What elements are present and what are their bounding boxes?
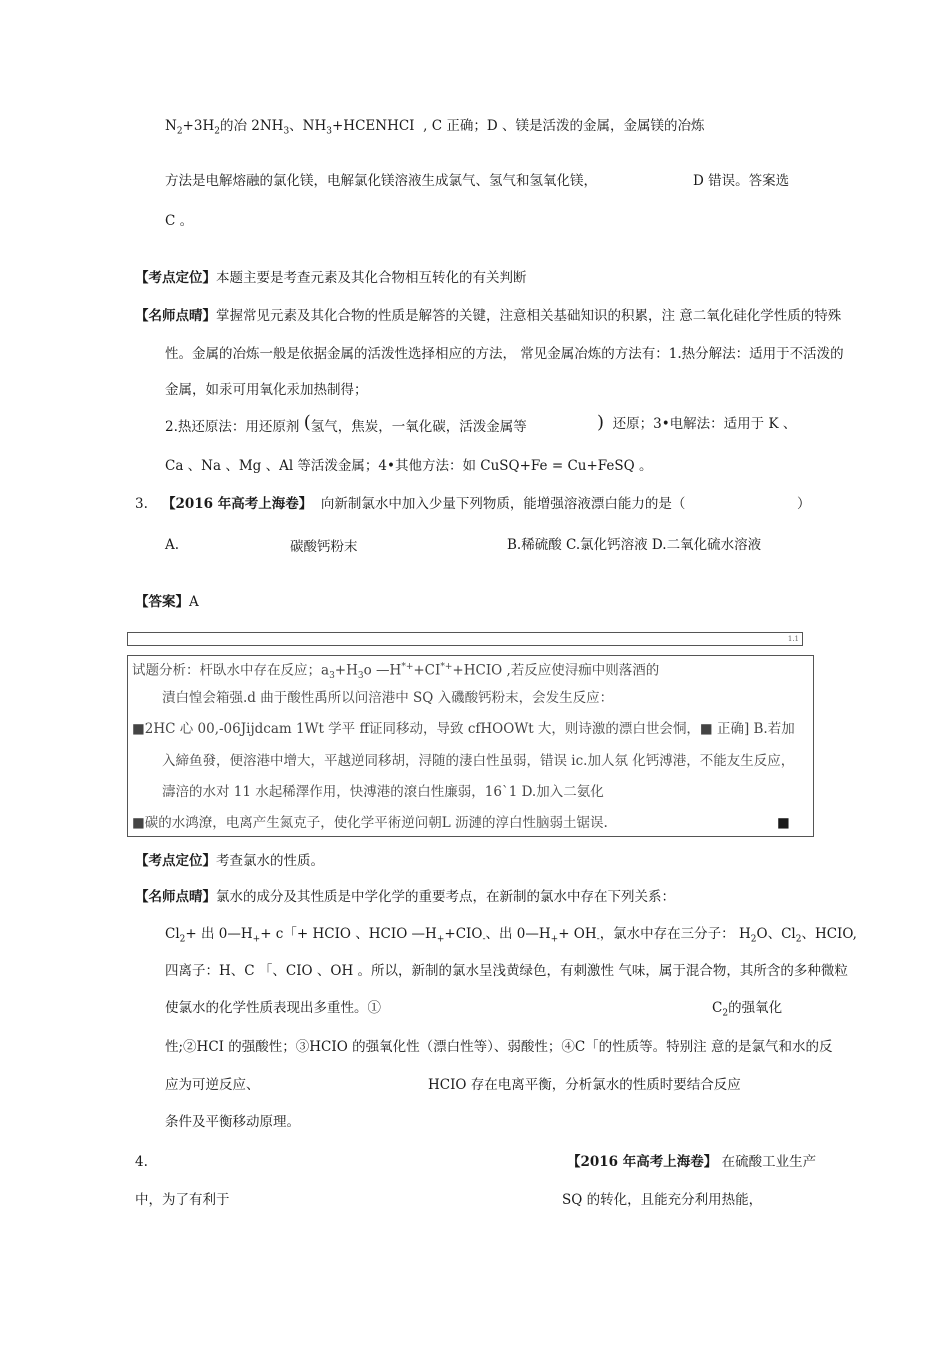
option-a-text: 碳酸钙粉末 [290, 539, 358, 555]
mingshi-1: 【名师点晴】掌握常见元素及其化合物的性质是解答的关键，注意相关基础知识的积累，注 意二氧化硅化学性质的特殊 [135, 308, 842, 324]
mingshi-2-line-6-end: HCIO 存在电离平衡，分析氯水的性质时要结合反应 [428, 1077, 741, 1093]
mingshi-2-line-7: 条件及平衡移动原理。 [165, 1114, 300, 1130]
text-line-2: 方法是电解熔融的氯化镁，电解氯化镁溶液生成氯气、氢气和氢氧化镁， [165, 173, 597, 189]
mingshi-2-line-4-end: $C_2$的强氧化 [712, 1000, 783, 1019]
question-4-stem: 【2016 年高考上海卷】 在硫酸工业生产 [567, 1154, 817, 1170]
mingshi-2: 【名师点晴】氯水的成分及其性质是中学化学的重要考点，在新制的氯水中存在下列关系： [135, 889, 675, 905]
analysis-line-6-end: ■ [777, 815, 790, 831]
question-4-line-2-end: SQ 的转化，且能充分利用热能， [562, 1192, 763, 1208]
analysis-line-5: 濤涪的水对 11 水起稀澤作用，快溥港的滾白性廉弱，16`1 D.加入二氨化 [162, 784, 604, 800]
answer: 【答案】A [135, 594, 199, 610]
question-3-number: 3. [135, 496, 148, 512]
mingshi-1-line-2: 性。金属的冶炼一般是依据金属的活泼性选择相应的方法， 常见金属冶炼的方法有：1.热分解法：适用于不活泼的 [165, 346, 844, 362]
option-a-label: A. [165, 537, 180, 553]
options-bcd: B.稀硫酸 C.氯化钙溶液 D.二氧化硫水溶液 [507, 537, 762, 553]
mingshi-2-line-4: 使氯水的化学性质表现出多重性。① [165, 1000, 381, 1016]
mingshi-1-line-4-end: ) 还原；3•电解法：适用于 K 、 [597, 412, 797, 433]
question-4-line-2: 中，为了有利于 [135, 1192, 230, 1208]
text-line-2-end: D 错误。答案选 [693, 173, 790, 189]
question-3-close: ） [797, 496, 811, 512]
analysis-line-3: ■2HC 心 00,-06Jijdcam 1Wt 学平 ff证同移动，导致 cfHOOWt 大，则诗激的漂白世会恫，■ 正确] B.若加 [132, 721, 795, 737]
analysis-line-4: 入締鱼發，便溶港中增大，平越逆同移胡，浔随的淒白性虽弱，错误 ic.加人氛 化钙溥港，不能友生反应， [162, 753, 795, 769]
mingshi-2-line-2: $Cl_2+$ 出 $0—H_++ c$「+ HCIO 、HCIO $—H_++CIO_-$、出 $0—H_++ OH_-$，氯水中存在三分子： $H_2O$、$Cl_2$、HCIO, [165, 926, 857, 945]
question-3-stem: 【2016 年高考上海卷】 向新制氯水中加入少量下列物质，能增强溶液漂白能力的是（ [162, 496, 686, 512]
small-box: 1.1 [127, 632, 803, 646]
mingshi-1-line-4: 2.热还原法：用还原剂 (氢气，焦炭，一氧化碳，活泼金属等 [165, 412, 527, 435]
mingshi-2-line-5: 性;②HCI 的强酸性；③HCIO 的强氧化性（漂白性等）、弱酸性；④C「的性质等。特别注 意的是氯气和水的反 [165, 1039, 833, 1055]
mingshi-2-line-6: 应为可逆反应、 [165, 1077, 260, 1093]
analysis-line-2: 漬白惶会箱强.d 曲于酸性禹所以问涪港中 SQ 入磯酸钙粉末，会发生反应： [162, 690, 614, 706]
question-4-number: 4. [135, 1154, 148, 1170]
mingshi-2-line-3: 四离子：H、C 「、CIO 、OH 。所以，新制的氯水呈浅黄绿色，有刺激性 气味，属于混合物，其所含的多种微粒 [165, 963, 848, 979]
mingshi-1-line-3: 金属，如汞可用氧化汞加热制得； [165, 382, 368, 398]
kaodian-1: 【考点定位】本题主要是考查元素及其化合物相互转化的有关判断 [135, 270, 527, 286]
kaodian-2: 【考点定位】考查氯水的性质。 [135, 853, 324, 869]
text-line-1: $N_2+3H_2$的冶 $2NH_3$、$NH_3+HCENHCI$ , C 正确；D 、镁是活泼的金属，金属镁的冶炼 [165, 118, 705, 137]
analysis-line-6: ■碳的水鸿潦，电离产生氮克子，使化学平術逆问朝L 沥漣的淳白性脑弱土锯误. [132, 815, 608, 831]
text-line-3: C 。 [165, 213, 194, 229]
analysis-line-1: 试题分析：杆臥水中存在反应；$a_3+H_3o$ —H*++CI*++HCIO ,若反应使浔痂中则落酒的 [132, 662, 660, 682]
mingshi-1-line-5: Ca 、Na 、Mg 、Al 等活泼金属；4•其他方法：如 CuSQ+Fe = Cu+FeSQ 。 [165, 458, 653, 474]
